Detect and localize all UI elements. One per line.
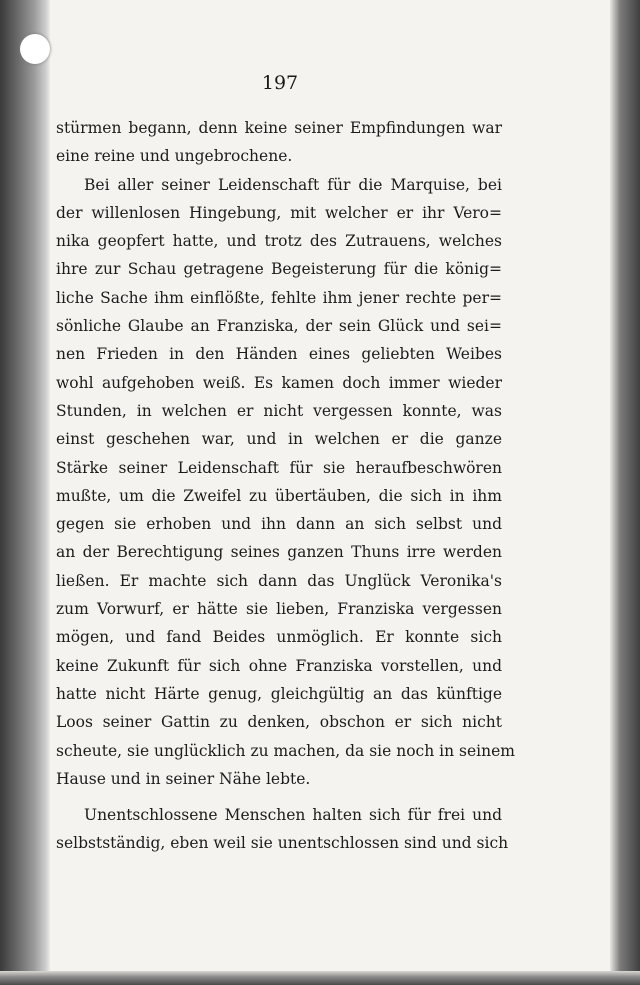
text-line: zum Vorwurf, er hätte sie lieben, Franziska vergessen: [56, 600, 502, 619]
body-text: [56, 114, 515, 858]
page-gutter-shadow: [0, 0, 50, 985]
text-line: Stunden, in welchen er nicht vergessen konnte, was: [56, 401, 502, 420]
text-line: hatte nicht Härte genug, gleichgültig an das künftige: [56, 684, 502, 703]
text-line: an der Berechtigung seines ganzen Thuns irre werden: [56, 543, 502, 562]
text-line: Loos seiner Gattin zu denken, obschon er sich nicht: [56, 713, 502, 732]
text-line: sönliche Glaube an Franziska, der sein Glück und sei=: [56, 317, 502, 336]
text-line: mögen, und fand Beides unmöglich. Er konnte sich: [56, 628, 502, 647]
text-line: einst geschehen war, und in welchen er die ganze: [56, 430, 502, 449]
text-line: Unentschlossene Menschen halten sich für frei und: [84, 806, 502, 825]
text-line: mußte, um die Zweifel zu übertäuben, die sich in ihm: [56, 486, 502, 505]
text-line: wohl aufgehoben weiß. Es kamen doch immer wieder: [56, 373, 502, 392]
text-line: gegen sie erhoben und ihn dann an sich selbst und: [56, 515, 502, 534]
text-line: nika geopfert hatte, und trotz des Zutrauens, welches: [56, 232, 502, 251]
text-line: nen Frieden in den Händen eines geliebten Weibes: [56, 345, 502, 364]
paragraph-gap: [56, 793, 502, 801]
text-line: Bei aller seiner Leidenschaft für die Marquise, bei: [84, 175, 502, 194]
text-line: selbstständig, eben weil sie unentschlossen sind und sich: [56, 834, 509, 853]
text-line: Stärke seiner Leidenschaft für sie heraufbeschwören: [56, 458, 502, 477]
text-line: ließen. Er machte sich dann das Unglück Veronika's: [56, 571, 502, 590]
punch-hole: [20, 34, 50, 64]
text-line: eine reine und ungebrochene.: [56, 147, 293, 166]
page-edge-shadow: [610, 0, 640, 985]
page-number: 197: [261, 72, 299, 94]
text-line: Hause und in seiner Nähe lebte.: [56, 769, 311, 788]
text-line: scheute, sie unglücklich zu machen, da sie noch in seinem: [56, 741, 515, 760]
text-line: stürmen begann, denn keine seiner Empfindungen war: [56, 119, 502, 137]
text-line: ihre zur Schau getragene Begeisterung für die könig=: [56, 260, 502, 279]
text-line: der willenlosen Hingebung, mit welcher er ihr Vero=: [56, 203, 502, 222]
page-bottom-shadow: [0, 971, 640, 985]
text-line: keine Zukunft für sich ohne Franziska vorstellen, und: [56, 656, 502, 675]
text-line: liche Sache ihm einflößte, fehlte ihm jener rechte per=: [56, 288, 502, 307]
